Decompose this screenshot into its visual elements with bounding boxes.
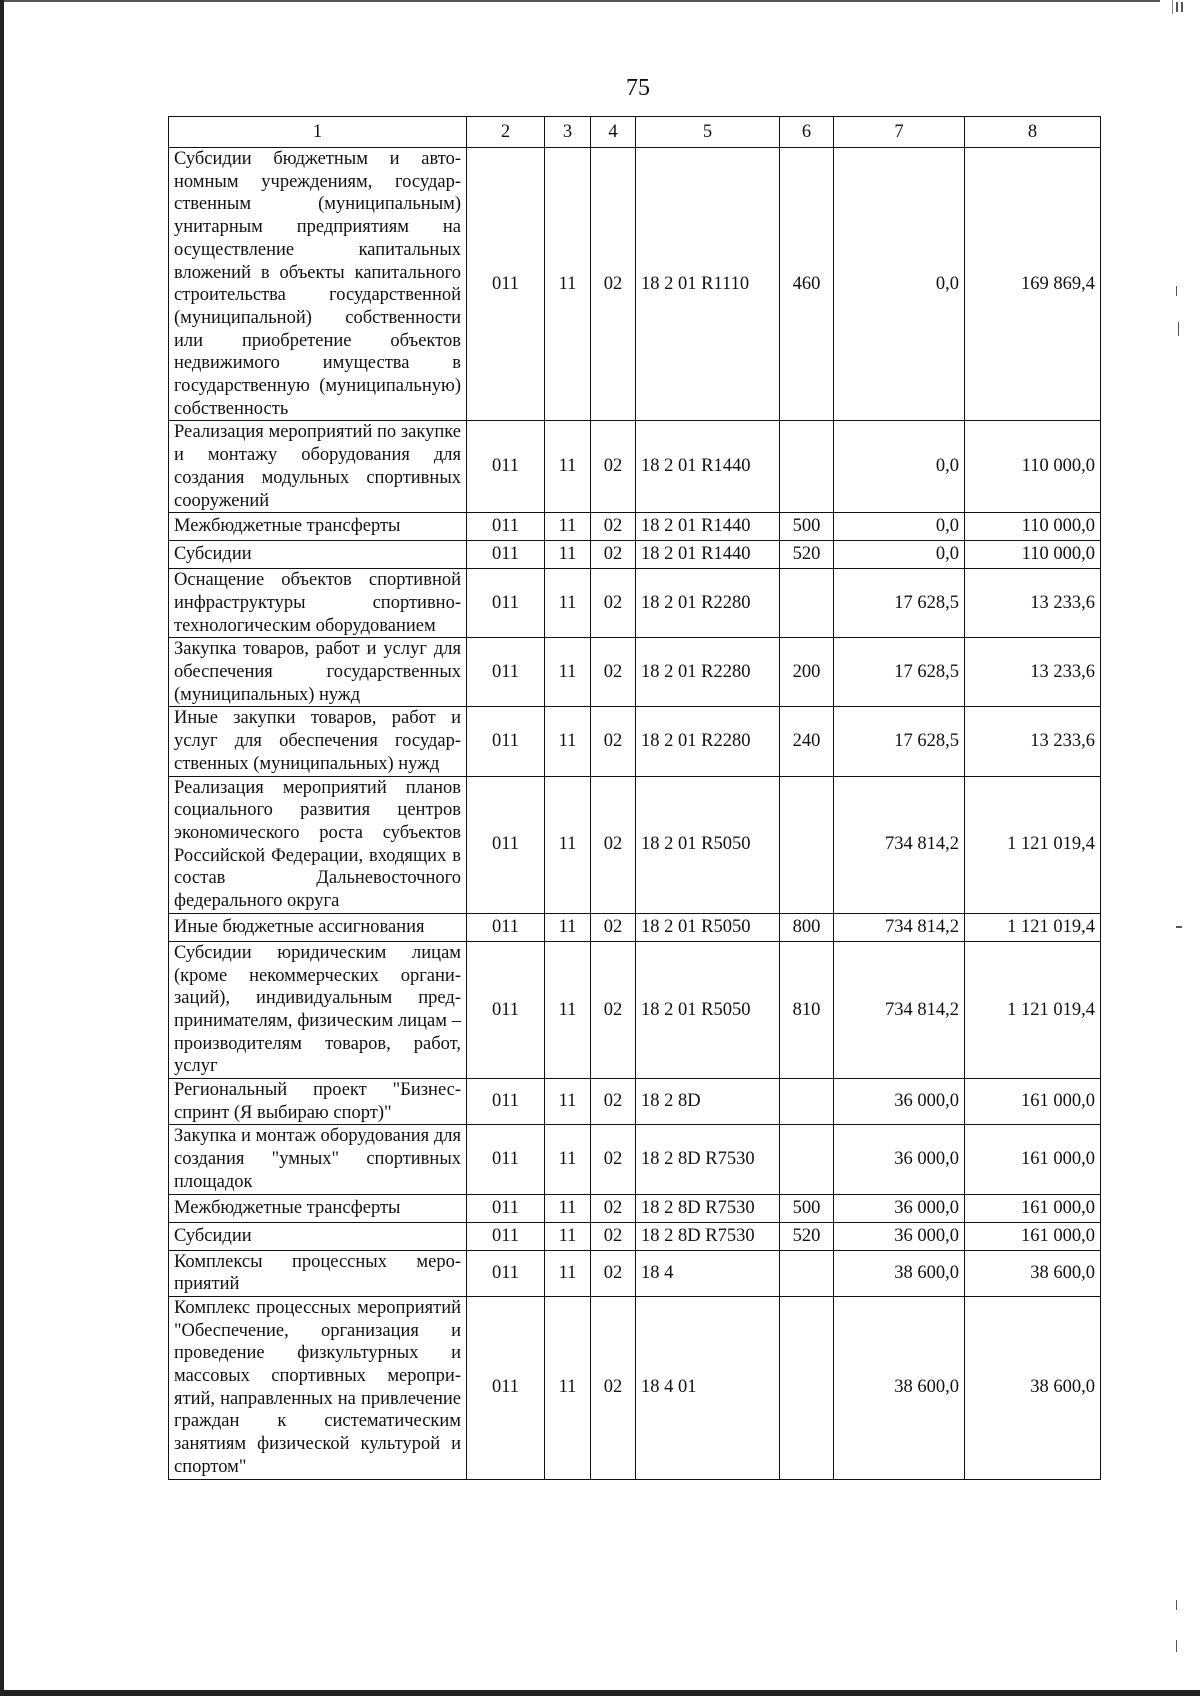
cell-expense-type [780, 1250, 834, 1296]
cell-ministry-code: 011 [467, 1222, 545, 1250]
cell-subsection: 02 [591, 941, 636, 1078]
cell-subsection: 02 [591, 513, 636, 541]
scan-mark [1176, 926, 1182, 928]
cell-subsection: 02 [591, 1125, 636, 1194]
cell-amount-7: 734 814,2 [834, 776, 965, 913]
cell-target-article: 18 2 01 R5050 [636, 776, 780, 913]
cell-section: 11 [545, 421, 591, 513]
table-row [169, 513, 1101, 541]
cell-subsection: 02 [591, 707, 636, 776]
cell-ministry-code: 011 [467, 1194, 545, 1222]
scan-frame-top [0, 0, 1160, 2]
cell-expense-type [780, 1079, 834, 1125]
cell-section: 11 [545, 638, 591, 707]
cell-subsection: 02 [591, 776, 636, 913]
cell-ministry-code: 011 [467, 569, 545, 638]
cell-amount-7: 38 600,0 [834, 1296, 965, 1479]
cell-subsection: 02 [591, 541, 636, 569]
cell-section: 11 [545, 569, 591, 638]
column-header-5: 5 [636, 117, 780, 148]
cell-amount-8: 13 233,6 [965, 569, 1101, 638]
table-row [169, 569, 1101, 638]
cell-ministry-code: 011 [467, 421, 545, 513]
cell-expense-type [780, 776, 834, 913]
cell-section: 11 [545, 1222, 591, 1250]
cell-ministry-code: 011 [467, 1125, 545, 1194]
cell-target-article: 18 2 8D R7530 [636, 1125, 780, 1194]
cell-expense-type: 460 [780, 148, 834, 421]
table-row [169, 707, 1101, 776]
table-row [169, 941, 1101, 1078]
cell-amount-8: 110 000,0 [965, 541, 1101, 569]
cell-amount-8: 161 000,0 [965, 1079, 1101, 1125]
column-header-8: 8 [965, 117, 1101, 148]
cell-section: 11 [545, 1194, 591, 1222]
table-row [169, 1250, 1101, 1296]
cell-amount-7: 0,0 [834, 541, 965, 569]
cell-amount-7: 36 000,0 [834, 1125, 965, 1194]
cell-ministry-code: 011 [467, 541, 545, 569]
table-row [169, 1222, 1101, 1250]
budget-table [168, 116, 1101, 1480]
cell-subsection: 02 [591, 1222, 636, 1250]
cell-amount-8: 13 233,6 [965, 638, 1101, 707]
cell-amount-7: 0,0 [834, 421, 965, 513]
cell-subsection: 02 [591, 1296, 636, 1479]
table-row [169, 1079, 1101, 1125]
cell-ministry-code: 011 [467, 776, 545, 913]
cell-section: 11 [545, 1296, 591, 1479]
cell-amount-7: 17 628,5 [834, 569, 965, 638]
cell-amount-8: 1 121 019,4 [965, 941, 1101, 1078]
cell-amount-7: 734 814,2 [834, 941, 965, 1078]
cell-amount-7: 734 814,2 [834, 913, 965, 941]
cell-expense-type: 520 [780, 1222, 834, 1250]
cell-ministry-code: 011 [467, 148, 545, 421]
table-row [169, 148, 1101, 421]
scan-mark [1181, 2, 1183, 12]
scan-mark [1176, 1640, 1177, 1652]
table-row [169, 1125, 1101, 1194]
scan-mark [1178, 322, 1179, 336]
column-header-4: 4 [591, 117, 636, 148]
cell-ministry-code: 011 [467, 1250, 545, 1296]
cell-target-article: 18 2 01 R1110 [636, 148, 780, 421]
cell-expense-type [780, 421, 834, 513]
row-name: Комплекс процессных мероприятий "Обеспечение, организация и проведение физкультурных и массовых спортивных мероприятий, направленных на привлечение граждан к систематическим занятиям физической культурой и спортом" [169, 1296, 467, 1479]
cell-amount-8: 161 000,0 [965, 1194, 1101, 1222]
page-number: 75 [626, 75, 650, 101]
cell-ministry-code: 011 [467, 513, 545, 541]
cell-expense-type [780, 569, 834, 638]
cell-amount-7: 36 000,0 [834, 1079, 965, 1125]
table-row [169, 421, 1101, 513]
row-name: Оснащение объектов спортивной инфраструктуры спортивно-технологическим оборудованием [169, 569, 467, 638]
scan-frame-bottom [0, 1690, 1200, 1696]
row-name: Комплексы процессных мероприятий [169, 1250, 467, 1296]
table-row [169, 1296, 1101, 1479]
cell-amount-8: 169 869,4 [965, 148, 1101, 421]
cell-ministry-code: 011 [467, 941, 545, 1078]
row-name: Иные закупки товаров, работ и услуг для обеспечения государственных (муниципальных) нужд [169, 707, 467, 776]
row-name: Субсидии [169, 541, 467, 569]
cell-target-article: 18 4 [636, 1250, 780, 1296]
row-name: Закупка товаров, работ и услуг для обеспечения государственных (муниципальных) нужд [169, 638, 467, 707]
header-row [169, 117, 1101, 148]
cell-subsection: 02 [591, 913, 636, 941]
table-row [169, 541, 1101, 569]
cell-section: 11 [545, 941, 591, 1078]
cell-ministry-code: 011 [467, 707, 545, 776]
cell-target-article: 18 2 01 R5050 [636, 913, 780, 941]
cell-amount-8: 38 600,0 [965, 1296, 1101, 1479]
column-header-3: 3 [545, 117, 591, 148]
cell-amount-7: 0,0 [834, 513, 965, 541]
cell-amount-8: 110 000,0 [965, 421, 1101, 513]
row-name: Региональный проект "Бизнес-спринт (Я выбираю спорт)" [169, 1079, 467, 1125]
cell-amount-8: 1 121 019,4 [965, 776, 1101, 913]
cell-section: 11 [545, 541, 591, 569]
table-row [169, 913, 1101, 941]
row-name: Закупка и монтаж оборудования для создания "умных" спортивных площадок [169, 1125, 467, 1194]
cell-expense-type: 810 [780, 941, 834, 1078]
column-header-6: 6 [780, 117, 834, 148]
cell-subsection: 02 [591, 569, 636, 638]
cell-subsection: 02 [591, 1194, 636, 1222]
cell-expense-type: 520 [780, 541, 834, 569]
cell-ministry-code: 011 [467, 1296, 545, 1479]
scan-frame-left [0, 0, 4, 1696]
cell-amount-7: 38 600,0 [834, 1250, 965, 1296]
cell-expense-type [780, 1125, 834, 1194]
cell-target-article: 18 2 01 R1440 [636, 541, 780, 569]
cell-target-article: 18 2 01 R2280 [636, 707, 780, 776]
cell-section: 11 [545, 913, 591, 941]
row-name: Реализация мероприятий по закупке и монтажу оборудования для создания модульных спортивных сооружений [169, 421, 467, 513]
cell-ministry-code: 011 [467, 638, 545, 707]
row-name: Субсидии бюджетным и автономным учреждениям, государственным (муниципальным) унитарным предприятиям на осуществление капитальных вложений в объекты капитального строительства государственной (муниципальной) собственности или приобретение объектов недвижимого имущества в государственную (муниципальную) собственность [169, 148, 467, 421]
cell-target-article: 18 2 8D [636, 1079, 780, 1125]
cell-amount-7: 0,0 [834, 148, 965, 421]
cell-amount-8: 13 233,6 [965, 707, 1101, 776]
cell-amount-8: 1 121 019,4 [965, 913, 1101, 941]
row-name: Межбюджетные трансферты [169, 1194, 467, 1222]
cell-target-article: 18 2 01 R5050 [636, 941, 780, 1078]
row-name: Субсидии юридическим лицам (кроме некоммерческих организаций), индивидуальным предпринимателям, физическим лицам – производителям товаров, работ, услуг [169, 941, 467, 1078]
cell-section: 11 [545, 707, 591, 776]
scan-mark [1176, 1600, 1177, 1610]
cell-section: 11 [545, 1125, 591, 1194]
cell-target-article: 18 2 01 R1440 [636, 421, 780, 513]
row-name: Субсидии [169, 1222, 467, 1250]
table-row [169, 638, 1101, 707]
cell-target-article: 18 2 01 R2280 [636, 569, 780, 638]
table-row [169, 1194, 1101, 1222]
cell-target-article: 18 2 8D R7530 [636, 1222, 780, 1250]
row-name: Межбюджетные трансферты [169, 513, 467, 541]
cell-expense-type: 800 [780, 913, 834, 941]
cell-expense-type: 500 [780, 1194, 834, 1222]
cell-expense-type: 200 [780, 638, 834, 707]
cell-amount-7: 17 628,5 [834, 707, 965, 776]
cell-amount-7: 36 000,0 [834, 1222, 965, 1250]
cell-target-article: 18 4 01 [636, 1296, 780, 1479]
cell-expense-type [780, 1296, 834, 1479]
cell-subsection: 02 [591, 1250, 636, 1296]
cell-expense-type: 500 [780, 513, 834, 541]
scan-mark [1176, 286, 1177, 296]
cell-target-article: 18 2 01 R2280 [636, 638, 780, 707]
cell-subsection: 02 [591, 638, 636, 707]
cell-section: 11 [545, 776, 591, 913]
cell-target-article: 18 2 01 R1440 [636, 513, 780, 541]
cell-amount-8: 110 000,0 [965, 513, 1101, 541]
cell-ministry-code: 011 [467, 913, 545, 941]
cell-target-article: 18 2 8D R7530 [636, 1194, 780, 1222]
cell-section: 11 [545, 1079, 591, 1125]
cell-amount-8: 161 000,0 [965, 1125, 1101, 1194]
cell-subsection: 02 [591, 148, 636, 421]
cell-section: 11 [545, 148, 591, 421]
row-name: Иные бюджетные ассигнования [169, 913, 467, 941]
cell-amount-8: 38 600,0 [965, 1250, 1101, 1296]
cell-subsection: 02 [591, 1079, 636, 1125]
column-header-1: 1 [169, 117, 467, 148]
column-header-2: 2 [467, 117, 545, 148]
row-name: Реализация мероприятий планов социального развития центров экономического роста субъектов Российской Федерации, входящих в состав Дальневосточного федерального округа [169, 776, 467, 913]
cell-section: 11 [545, 1250, 591, 1296]
cell-amount-8: 161 000,0 [965, 1222, 1101, 1250]
cell-amount-7: 17 628,5 [834, 638, 965, 707]
table-row [169, 776, 1101, 913]
column-header-7: 7 [834, 117, 965, 148]
scan-mark [1176, 2, 1178, 12]
cell-expense-type: 240 [780, 707, 834, 776]
cell-ministry-code: 011 [467, 1079, 545, 1125]
cell-subsection: 02 [591, 421, 636, 513]
cell-section: 11 [545, 513, 591, 541]
cell-amount-7: 36 000,0 [834, 1194, 965, 1222]
